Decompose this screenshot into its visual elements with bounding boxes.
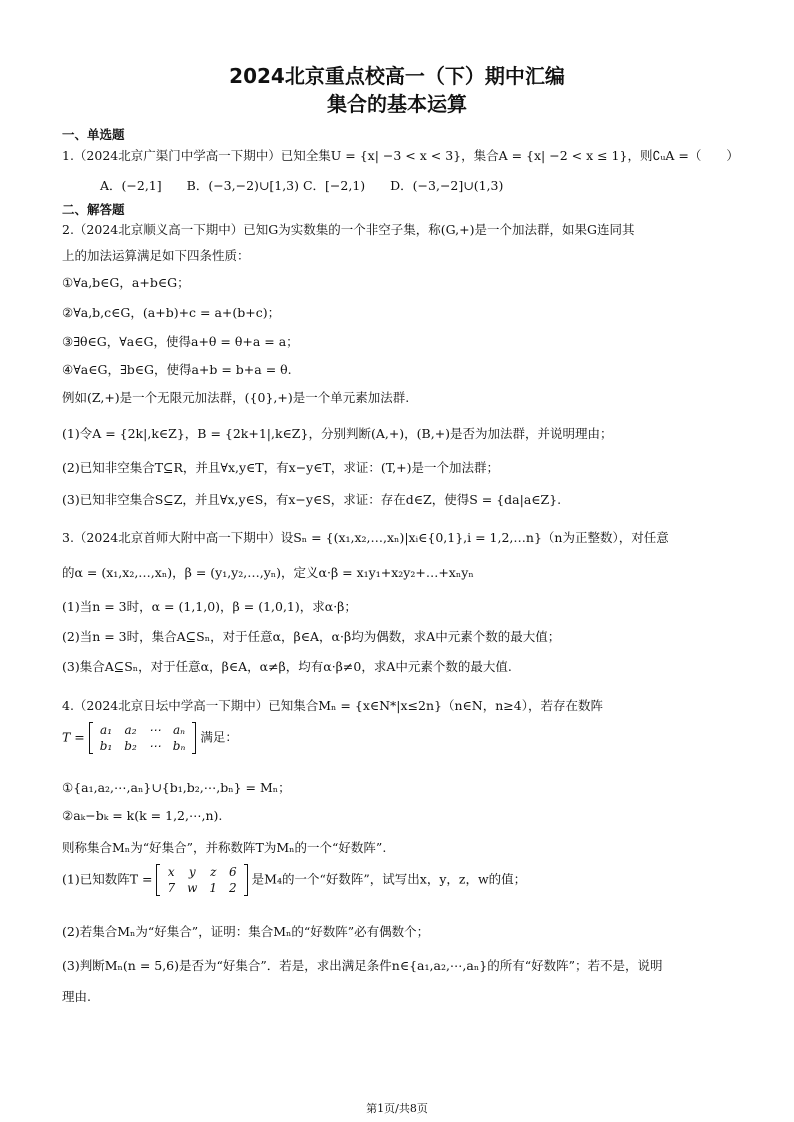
section-answer: 二、解答题 xyxy=(62,202,125,217)
question-2-part-1: (1)令A = {2k|,k∈Z}，B = {2k+1|,k∈Z}，分别判断(A,+)，(B,+)是否为加法群，并说明理由； xyxy=(62,426,613,441)
question-3-part-2: (2)当n = 3时，集合A⊆Sₙ，对于任意α，β∈A，α·β均为偶数，求A中元素个数的最大值； xyxy=(62,629,561,644)
question-4-part-3-line2: 理由. xyxy=(62,989,91,1004)
question-4-stem: 4.（2024北京日坛中学高一下期中）已知集合Mₙ = {x∈N*|x≤2n}（n∈N，n≥4），若存在数阵 xyxy=(62,698,603,713)
question-3-stem-line1: 3.（2024北京首师大附中高一下期中）设Sₙ = {(x₁,x₂,…,xₙ)|xᵢ∈{0,1},i = 1,2,…n}（n为正整数），对任意 xyxy=(62,530,669,545)
matrix-cell: z xyxy=(210,865,217,879)
matrix-good-example xyxy=(156,864,247,896)
matrix-T xyxy=(89,722,197,754)
matrix-cell: a₁ xyxy=(100,723,113,737)
matrix-cell: aₙ xyxy=(173,723,186,737)
matrix-T-suffix: 满足： xyxy=(200,729,238,745)
question-1-stem: 1.（2024北京广渠门中学高一下期中）已知全集U = {x| −3 < x < 3}，集合A = {x| −2 < x ≤ 1}，则∁ᵤA =（ ） xyxy=(62,148,739,163)
matrix-cell: b₂ xyxy=(124,739,137,753)
question-4-part-3-line1: (3)判断Mₙ(n = 5,6)是否为“好集合”．若是，求出满足条件n∈{a₁,a₂,⋯,aₙ}的所有“好数阵”；若不是，说明 xyxy=(62,958,663,973)
doc-subtitle: 集合的基本运算 xyxy=(327,92,467,116)
matrix-cell: a₂ xyxy=(124,723,137,737)
question-2-property-4: ④∀a∈G，∃b∈G，使得a+b = b+a = θ. xyxy=(62,362,292,377)
question-2-part-2: (2)已知非空集合T⊆R，并且∀x,y∈T，有x−y∈T，求证：(T,+)是一个加法群； xyxy=(62,460,500,475)
question-2-property-1: ①∀a,b∈G，a+b∈G； xyxy=(62,275,190,290)
matrix-cell: 6 xyxy=(229,865,237,879)
part-1-suffix: 是M₄的一个“好数阵”，试写出x，y，z，w的值； xyxy=(251,871,527,887)
question-1-options: A．(−2,1] B．(−3,−2)∪[1,3) C．[−2,1) D．(−3,−2]∪(1,3) xyxy=(100,178,504,193)
question-4-condition-2: ②aₖ−bₖ = k(k = 1,2,⋯,n). xyxy=(62,808,223,823)
matrix-cell: ⋯ xyxy=(148,739,161,753)
doc-title: 2024北京重点校高一（下）期中汇编 xyxy=(229,64,565,88)
question-4-definition: 则称集合Mₙ为“好集合”，并称数阵T为Mₙ的一个“好数阵”. xyxy=(62,840,387,855)
question-3-stem-line2: 的α = (x₁,x₂,…,xₙ)，β = (y₁,y₂,…,yₙ)，定义α·β = x₁y₁+x₂y₂+…+xₙyₙ xyxy=(62,565,474,580)
question-3-part-1: (1)当n = 3时，α = (1,1,0)，β = (1,0,1)，求α·β； xyxy=(62,599,357,614)
matrix-T-label: T = xyxy=(62,729,85,745)
question-2-stem-line1: 2.（2024北京顺义高一下期中）已知G为实数集的一个非空子集，称(G,+)是一个加法群，如果G连同其 xyxy=(62,222,635,237)
question-2-stem-line2: 上的加法运算满足如下四条性质： xyxy=(62,248,250,263)
matrix-cell: ⋯ xyxy=(148,723,161,737)
matrix-cell: b₁ xyxy=(99,739,113,753)
question-4-part-2: (2)若集合Mₙ为“好集合”，证明：集合Mₙ的“好数阵”必有偶数个； xyxy=(62,924,430,939)
part-1-prefix: (1)已知数阵T = xyxy=(62,871,153,887)
question-4-condition-1: ①{a₁,a₂,⋯,aₙ}∪{b₁,b₂,⋯,bₙ} = Mₙ； xyxy=(62,780,291,795)
matrix-cell: 1 xyxy=(209,881,218,895)
question-2-property-3: ③∃θ∈G，∀a∈G，使得a+θ = θ+a = a； xyxy=(62,334,299,349)
matrix-cell: x xyxy=(167,865,175,879)
question-2-part-3: (3)已知非空集合S⊆Z，并且∀x,y∈S，有x−y∈S，求证：存在d∈Z，使得S = {da|a∈Z}. xyxy=(62,492,562,507)
matrix-cell: w xyxy=(187,881,198,895)
matrix-cell: y xyxy=(188,865,196,879)
matrix-cell: 7 xyxy=(167,881,176,895)
question-2-example: 例如(Z,+)是一个无限元加法群，({0},+)是一个单元素加法群. xyxy=(62,390,410,405)
matrix-cell: bₙ xyxy=(172,739,186,753)
matrix-cell: 2 xyxy=(229,881,237,895)
question-2-property-2: ②∀a,b,c∈G，(a+b)+c = a+(b+c)； xyxy=(62,305,281,320)
question-3-part-3: (3)集合A⊆Sₙ，对于任意α，β∈A，α≠β，均有α·β≠0，求A中元素个数的最大值. xyxy=(62,659,512,674)
page-footer: 第1页/共8页 xyxy=(366,1102,428,1115)
section-single-choice: 一、单选题 xyxy=(62,127,125,142)
question-4-matrix-line xyxy=(62,722,238,754)
question-4-part-1 xyxy=(62,864,526,896)
